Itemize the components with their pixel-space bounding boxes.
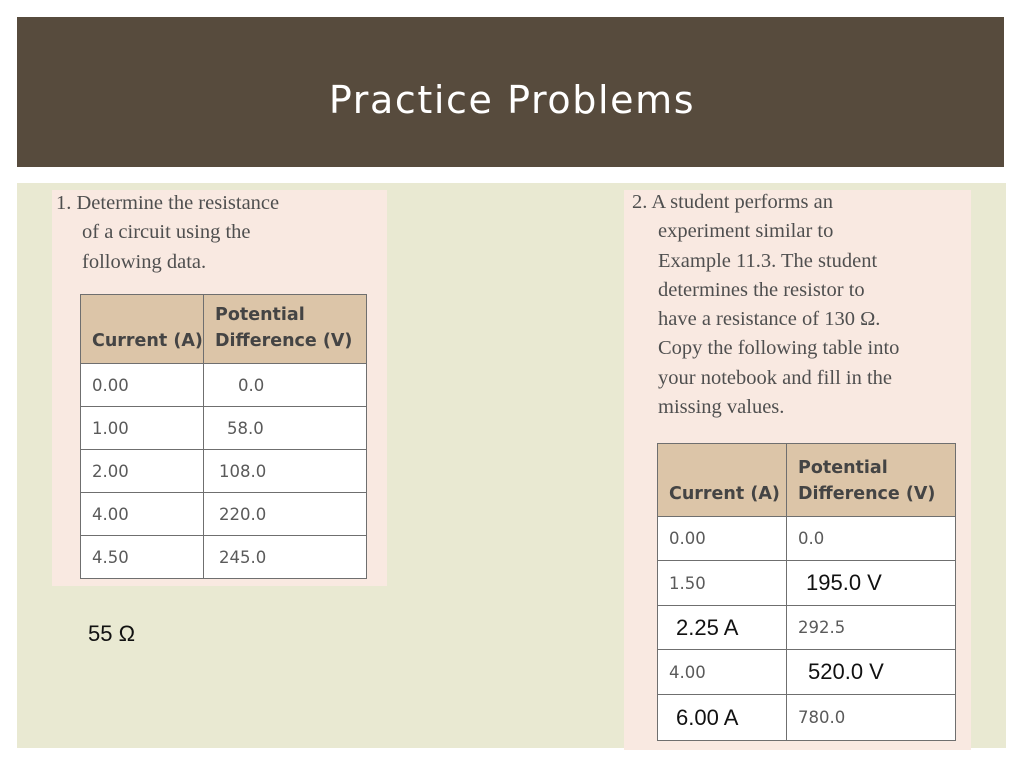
table-row <box>658 606 956 650</box>
problem-1-line: 1. Determine the resistance <box>56 192 280 214</box>
header-potential: Potential <box>798 458 888 478</box>
header-current: Current (A) <box>81 295 204 364</box>
problem-2-line: your notebook and fill in the <box>658 366 892 389</box>
table-header-row <box>81 295 367 364</box>
table-header-row <box>658 444 956 517</box>
table-row <box>81 450 367 493</box>
problem-1-line: of a circuit using the <box>82 221 251 244</box>
slide-title: Practice Problems <box>328 78 696 122</box>
header-current: Current (A) <box>658 444 787 517</box>
problem-2-line: missing values. <box>658 396 785 419</box>
table-row <box>658 695 956 741</box>
cell-voltage: 0.0 <box>787 517 956 561</box>
header-potential: Potential <box>215 305 305 325</box>
cell-voltage: 292.5 <box>787 606 956 650</box>
problem-2-line: Example 11.3. The student <box>658 249 878 272</box>
problem-1-line: following data. <box>82 250 207 273</box>
cell-voltage: 220.0 <box>204 493 367 536</box>
answer-cell-current: 6.00 A <box>658 695 787 741</box>
problem-2-line: determines the resistor to <box>658 278 865 301</box>
cell-current: 2.00 <box>81 450 204 493</box>
problem-2-line: have a resistance of 130 Ω. <box>658 308 881 331</box>
cell-current: 4.00 <box>658 650 787 695</box>
cell-voltage: 0.0 <box>204 364 367 407</box>
problem-2-line: Copy the following table into <box>658 337 900 360</box>
problem-1-answer: 55 Ω <box>88 621 136 646</box>
problem-2-text <box>632 188 899 422</box>
problem-1-text <box>56 189 279 277</box>
problem-2-line: 2. A student performs an <box>632 191 833 213</box>
header-potential-difference <box>204 295 367 364</box>
cell-voltage: 58.0 <box>204 407 367 450</box>
answer-cell-voltage: 195.0 V <box>787 561 956 606</box>
cell-current: 0.00 <box>81 364 204 407</box>
cell-voltage: 780.0 <box>787 695 956 741</box>
answer-cell-voltage: 520.0 V <box>787 650 956 695</box>
header-difference: Difference (V) <box>215 331 353 351</box>
cell-current: 4.50 <box>81 536 204 579</box>
header-difference: Difference (V) <box>798 484 936 504</box>
cell-current: 4.00 <box>81 493 204 536</box>
problem-2-line: experiment similar to <box>658 220 834 243</box>
cell-voltage: 108.0 <box>204 450 367 493</box>
cell-current: 0.00 <box>658 517 787 561</box>
problem-2-table <box>657 443 956 741</box>
cell-voltage: 245.0 <box>204 536 367 579</box>
problem-1-table <box>80 294 367 579</box>
table-row <box>658 561 956 606</box>
table-row <box>81 493 367 536</box>
table-row <box>658 650 956 695</box>
table-row <box>658 517 956 561</box>
cell-current: 1.00 <box>81 407 204 450</box>
answer-cell-current: 2.25 A <box>658 606 787 650</box>
cell-current: 1.50 <box>658 561 787 606</box>
table-row <box>81 407 367 450</box>
table-row <box>81 536 367 579</box>
table-row <box>81 364 367 407</box>
header-potential-difference <box>787 444 956 517</box>
